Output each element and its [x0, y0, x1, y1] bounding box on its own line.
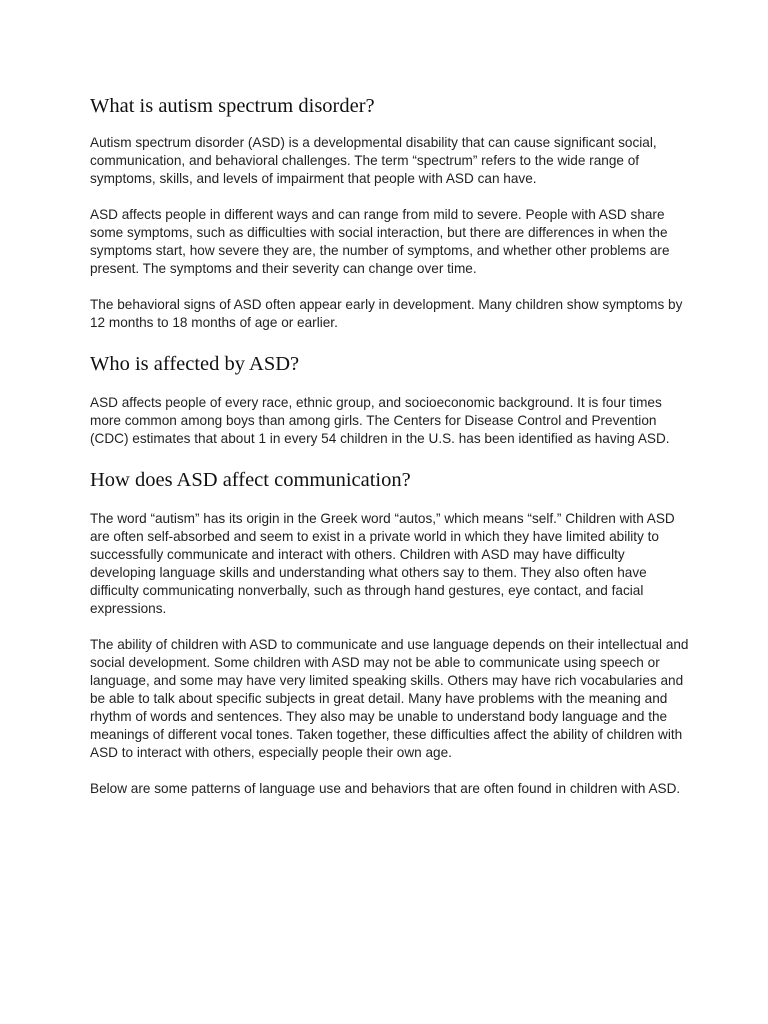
paragraph: The word “autism” has its origin in the Greek word “autos,” which means “self.” Children with ASD are often self-absorbed and seem to exist in a private world in which they have limited ability to successfully communicate and interact with others. Children with ASD may have difficulty developing language skills and understanding what others say to them. They also often have difficulty communicating nonverbally, such as through hand gestures, eye contact, and facial expressions.: [90, 511, 675, 616]
section-heading-communication: How does ASD affect communication?: [90, 469, 411, 491]
paragraph: ASD affects people of every race, ethnic group, and socioeconomic background. It is four times more common among boys than among girls. The Centers for Disease Control and Prevention (CDC) estimates that about 1 in every 54 children in the U.S. has been identified as having ASD.: [90, 395, 670, 446]
section-heading-who-is-affected: Who is affected by ASD?: [90, 353, 300, 375]
section-heading-what-is-asd: What is autism spectrum disorder?: [90, 95, 375, 117]
paragraph: Autism spectrum disorder (ASD) is a developmental disability that can cause significant social, communication, and behavioral challenges. The term “spectrum” refers to the wide range of symptoms, skills, and levels of impairment that people with ASD can have.: [90, 135, 657, 186]
document-page: [90, 92, 690, 798]
paragraph: Below are some patterns of language use and behaviors that are often found in children with ASD.: [90, 781, 681, 796]
paragraph: ASD affects people in different ways and can range from mild to severe. People with ASD share some symptoms, such as difficulties with social interaction, but there are differences in when the symptoms start, how severe they are, the number of symptoms, and whether other problems are present. The symptoms and their severity can change over time.: [90, 207, 670, 276]
paragraph: The ability of children with ASD to communicate and use language depends on their intellectual and social development. Some children with ASD may not be able to communicate using speech or language, and some may have very limited speaking skills. Others may have rich vocabularies and be able to talk about specific subjects in great detail. Many have problems with the meaning and rhythm of words and sentences. They also may be unable to understand body language and the meanings of different vocal tones. Taken together, these difficulties affect the ability of children with ASD to interact with others, especially people their own age.: [90, 637, 689, 760]
paragraph: The behavioral signs of ASD often appear early in development. Many children show symptoms by 12 months to 18 months of age or earlier.: [90, 297, 683, 330]
